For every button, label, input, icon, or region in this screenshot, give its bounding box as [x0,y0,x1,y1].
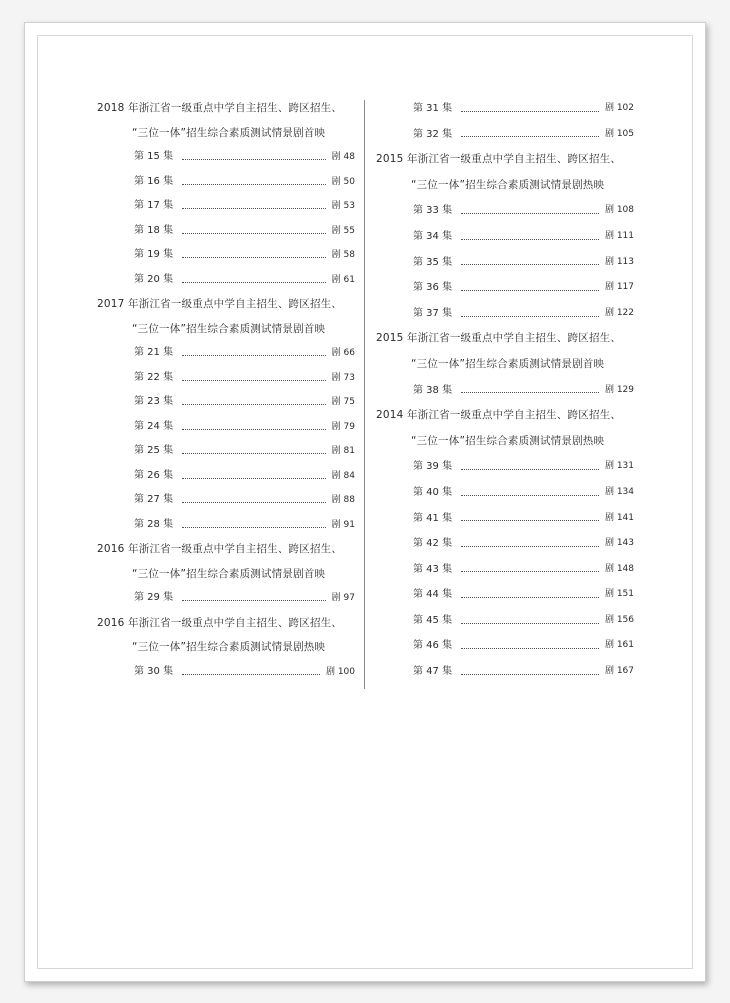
episode-label: 第 27 集 [134,494,174,505]
page-number: 剧 167 [604,666,634,677]
episode-label: 第 21 集 [134,347,174,358]
toc-entry[interactable] [376,96,634,122]
page-number: 剧 48 [331,152,355,162]
page-number: 剧 143 [604,538,634,549]
toc-entry[interactable] [376,275,634,301]
toc-entry[interactable] [376,480,634,506]
page-number: 剧 58 [331,250,355,260]
dot-leader [461,110,599,112]
dot-leader [461,494,599,496]
page-number: 剧 100 [325,666,355,677]
toc-entry[interactable] [376,301,634,327]
toc-column-left [97,96,355,684]
section-subheading: “三位一体”招生综合素质测试情景剧热映 [411,178,605,191]
page-number: 剧 141 [604,512,634,523]
section-subheading: “三位一体”招生综合素质测试情景剧首映 [132,322,326,335]
episode-label: 第 24 集 [134,420,174,432]
episode-label: 第 28 集 [134,518,174,530]
episode-label: 第 31 集 [413,103,453,114]
page-number: 剧 50 [331,176,355,187]
dot-leader [182,158,326,160]
dot-leader [461,238,599,240]
toc-entry[interactable] [97,513,355,538]
section-heading: 2016 年浙江省一级重点中学自主招生、跨区招生、 [97,616,343,629]
page-number: 剧 161 [604,640,634,651]
column-divider [364,100,365,689]
episode-label: 第 15 集 [134,151,174,162]
toc-entry[interactable] [376,122,634,148]
section-heading: 2015 年浙江省一级重点中学自主招生、跨区招生、 [376,153,622,166]
toc-column-right [376,96,634,685]
dot-leader [461,315,599,317]
toc-entry[interactable] [376,506,634,532]
page-number: 剧 148 [604,563,634,574]
section-subheading: “三位一体”招生综合素质测试情景剧热映 [411,434,605,447]
dot-leader [461,289,599,291]
dot-leader [182,354,326,356]
section-heading: 2015 年浙江省一级重点中学自主招生、跨区招生、 [376,332,622,345]
episode-label: 第 16 集 [134,175,174,187]
episode-label: 第 22 集 [134,371,174,383]
toc-entry[interactable] [97,660,355,685]
toc-entry[interactable] [97,464,355,489]
toc-entry[interactable] [97,268,355,293]
episode-label: 第 43 集 [413,563,453,575]
page-number: 剧 117 [604,282,634,293]
section-heading: 2018 年浙江省一级重点中学自主招生、跨区招生、 [97,102,343,114]
toc-entry[interactable] [97,366,355,391]
dot-leader [461,596,599,598]
dot-leader [461,673,599,675]
dot-leader [182,477,326,479]
dot-leader [182,428,326,430]
dot-leader [461,519,599,521]
page-number: 剧 156 [604,614,634,625]
dot-leader [182,281,326,283]
episode-label: 第 35 集 [413,256,453,268]
page-number: 剧 113 [604,256,634,267]
episode-label: 第 44 集 [413,589,453,601]
episode-label: 第 38 集 [413,384,453,396]
page-number: 剧 122 [604,307,634,318]
toc-entry[interactable] [97,390,355,415]
toc-entry[interactable] [376,659,634,685]
dot-leader [461,391,599,393]
page-number: 剧 131 [604,461,634,472]
page-number: 剧 105 [604,128,634,139]
toc-entry[interactable] [376,250,634,276]
episode-label: 第 40 集 [413,486,453,498]
toc-entry[interactable] [97,145,355,170]
dot-leader [461,570,599,572]
episode-label: 第 36 集 [413,282,453,294]
toc-entry[interactable] [97,439,355,464]
section-subheading: “三位一体”招生综合素质测试情景剧首映 [132,126,326,139]
section-subheading: “三位一体”招生综合素质测试情景剧首映 [132,567,326,580]
page-number: 剧 111 [604,230,634,241]
section-subheading: “三位一体”招生综合素质测试情景剧首映 [411,357,605,370]
page-number: 剧 91 [331,519,355,530]
page-number: 剧 53 [331,201,355,211]
dot-leader [461,135,599,137]
section-heading: 2017 年浙江省一级重点中学自主招生、跨区招生、 [97,298,343,310]
episode-label: 第 39 集 [413,461,453,473]
page-number: 剧 66 [331,348,355,358]
page-number: 剧 81 [331,446,355,456]
dot-leader [182,232,326,234]
dot-leader [182,256,326,258]
episode-label: 第 23 集 [134,396,174,407]
dot-leader [461,545,599,547]
episode-label: 第 17 集 [134,200,174,211]
dot-leader [182,599,326,601]
dot-leader [461,468,599,470]
dot-leader [182,673,320,675]
toc-entry[interactable] [97,488,355,513]
toc-entry[interactable] [376,378,634,404]
episode-label: 第 18 集 [134,224,174,236]
episode-label: 第 25 集 [134,445,174,456]
toc-entry[interactable] [97,415,355,440]
page-number: 剧 84 [331,470,355,481]
episode-label: 第 45 集 [413,614,453,626]
page-number: 剧 102 [604,103,634,113]
episode-label: 第 26 集 [134,469,174,481]
page-number: 剧 73 [331,372,355,383]
toc-entry[interactable] [376,224,634,250]
dot-leader [461,647,599,649]
episode-label: 第 33 集 [413,205,453,217]
page-number: 剧 151 [604,589,634,600]
toc-entry[interactable] [376,531,634,557]
toc-entry[interactable] [97,243,355,268]
toc-entry[interactable] [97,170,355,195]
section-subheading: “三位一体”招生综合素质测试情景剧热映 [132,641,326,653]
episode-label: 第 42 集 [413,538,453,550]
episode-label: 第 37 集 [413,307,453,319]
dot-leader [461,212,599,214]
dot-leader [182,501,326,503]
toc-entry[interactable] [376,582,634,608]
dot-leader [182,526,326,528]
section-heading: 2016 年浙江省一级重点中学自主招生、跨区招生、 [97,543,343,555]
dot-leader [461,622,599,624]
episode-label: 第 47 集 [413,666,453,678]
toc-entry[interactable] [97,194,355,219]
toc-entry[interactable] [376,198,634,224]
toc-entry[interactable] [376,557,634,583]
page-number: 剧 75 [331,397,355,407]
section-heading: 2014 年浙江省一级重点中学自主招生、跨区招生、 [376,409,622,422]
page-number: 剧 88 [331,495,355,505]
page-number: 剧 97 [331,593,355,603]
page-number: 剧 108 [604,205,634,216]
dot-leader [182,403,326,405]
episode-label: 第 32 集 [413,128,453,140]
dot-leader [182,452,326,454]
toc-entry[interactable] [376,608,634,634]
dot-leader [182,379,326,381]
toc-entry[interactable] [97,586,355,611]
toc-entry[interactable] [376,633,634,659]
episode-label: 第 29 集 [134,592,174,603]
dot-leader [461,263,599,265]
episode-label: 第 34 集 [413,230,453,242]
page-number: 剧 134 [604,486,634,497]
page-number: 剧 61 [331,274,355,285]
episode-label: 第 30 集 [134,665,174,677]
episode-label: 第 20 集 [134,273,174,285]
episode-label: 第 46 集 [413,640,453,652]
page-number: 剧 79 [331,421,355,432]
episode-label: 第 41 集 [413,512,453,524]
toc-entry[interactable] [376,454,634,480]
episode-label: 第 19 集 [134,249,174,260]
toc-entry[interactable] [97,219,355,244]
dot-leader [182,207,326,209]
page-number: 剧 55 [331,225,355,236]
dot-leader [182,183,326,185]
toc-entry[interactable] [97,341,355,366]
page-number: 剧 129 [604,384,634,395]
